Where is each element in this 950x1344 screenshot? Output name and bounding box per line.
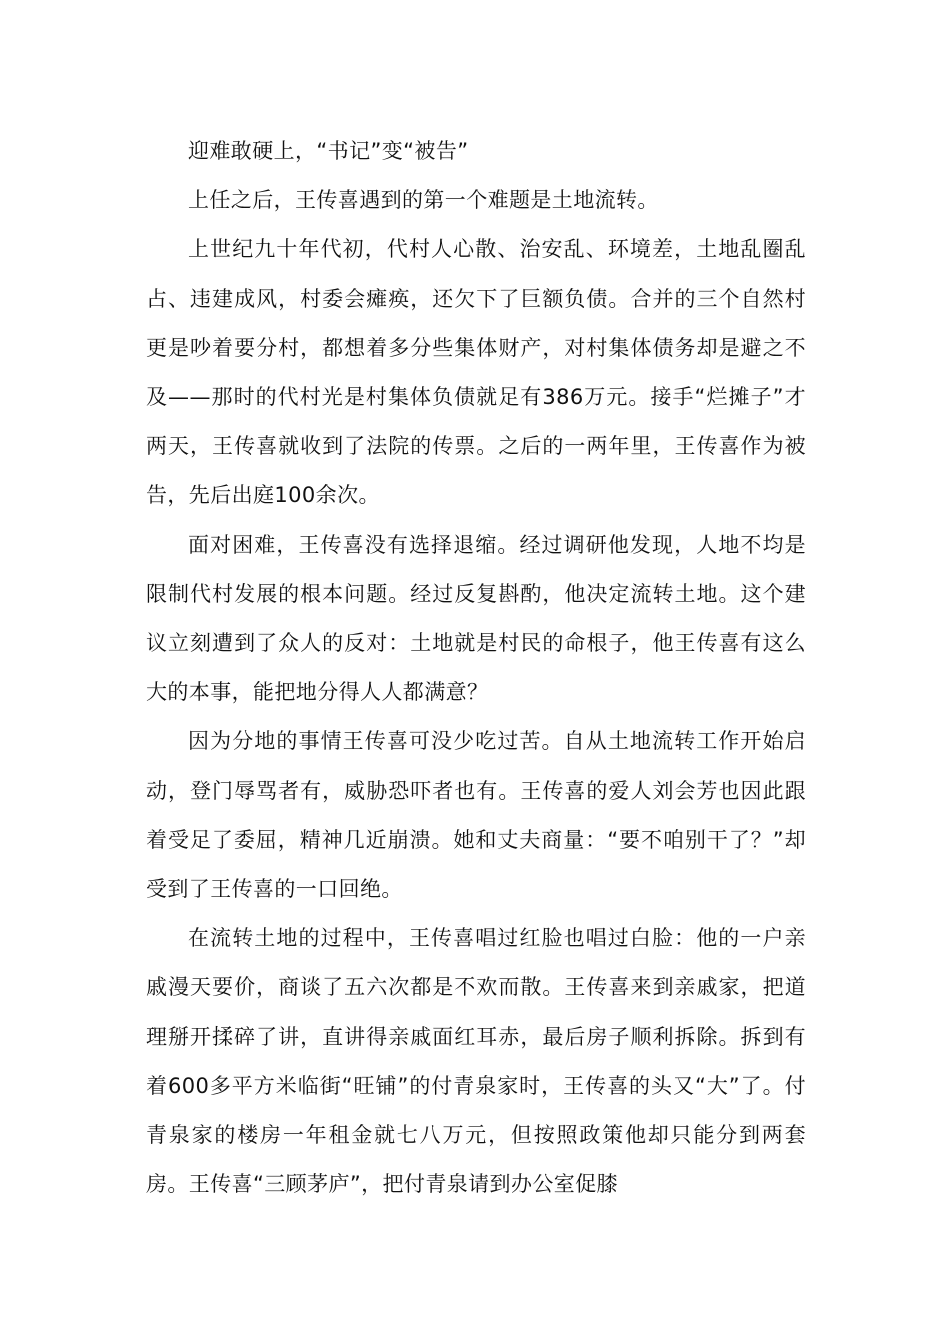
paragraph-difficulty: 面对困难，王传喜没有选择退缩。经过调研他发现，人地不均是限制代村发展的根本问题。经过反复斟酌，他决定流转土地。这个建议立刻遭到了众人的反对：土地就是村民的命根子，他王传喜有这么大的本事，能把地分得人人都满意？ [146, 532, 806, 705]
section-heading: 迎难敢硬上，“书记”变“被告” [188, 139, 469, 163]
article-body [146, 127, 806, 1209]
paragraph-process: 在流转土地的过程中，王传喜唱过红脸也唱过白脸：他的一户亲戚漫天要价，商谈了五六次都是不欢而散。王传喜来到亲戚家，把道理掰开揉碎了讲，直讲得亲戚面红耳赤，最后房子顺利拆除。拆到有着600多平方米临街“旺铺”的付青泉家时，王传喜的头又“大”了。付青泉家的楼房一年租金就七八万元，但按照政策他却只能分到两套房。王传喜“三顾茅庐”，把付青泉请到办公室促膝 [146, 926, 806, 1197]
paragraph-background: 上世纪九十年代初，代村人心散、治安乱、环境差，土地乱圈乱占、违建成风，村委会瘫痪，还欠下了巨额负债。合并的三个自然村更是吵着要分村，都想着多分些集体财产，对村集体债务却是避之不及——那时的代村光是村集体负债就足有386万元。接手“烂摊子”才两天，王传喜就收到了法院的传票。之后的一两年里，王传喜作为被告，先后出庭100余次。 [146, 237, 806, 508]
paragraph-intro: 上任之后，王传喜遇到的第一个难题是土地流转。 [188, 188, 659, 213]
paragraph-hardship: 因为分地的事情王传喜可没少吃过苦。自从土地流转工作开始启动，登门辱骂者有，威胁恐吓者也有。王传喜的爱人刘会芳也因此跟着受足了委屈，精神几近崩溃。她和丈夫商量：“要不咱别干了？”却受到了王传喜的一口回绝。 [146, 729, 806, 902]
